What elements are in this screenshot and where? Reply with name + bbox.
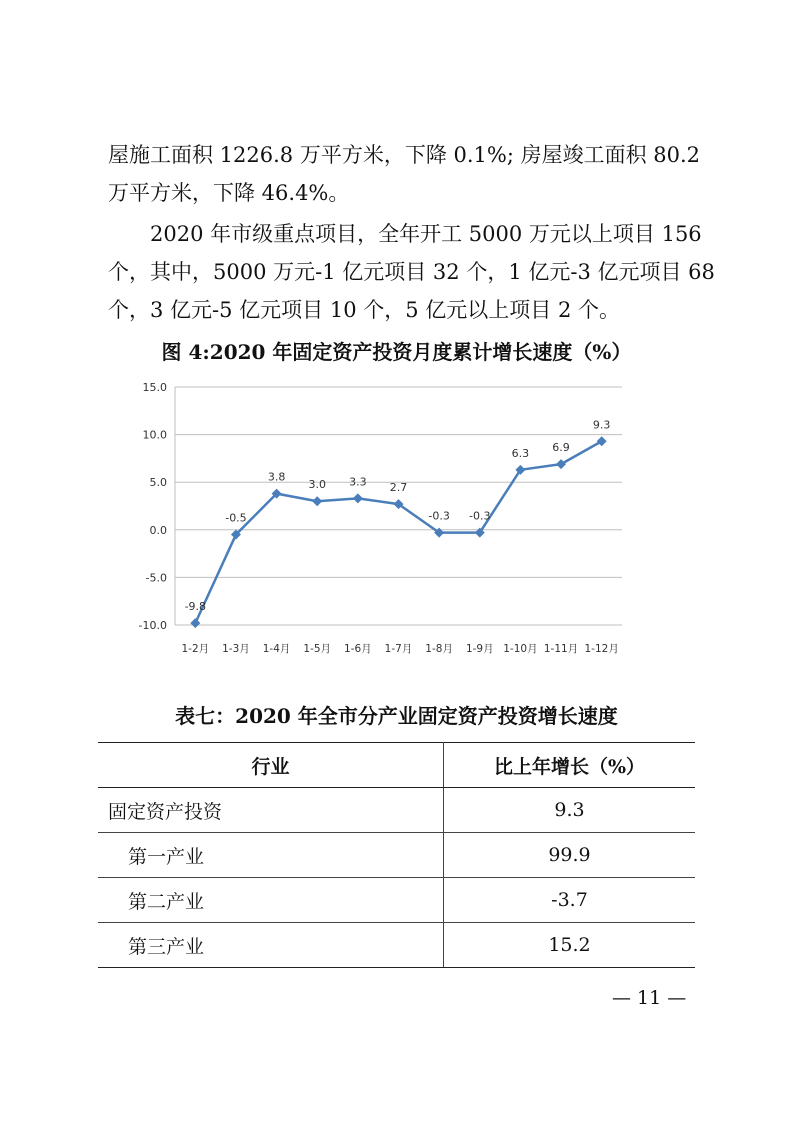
x-tick-label: 1-12月 bbox=[584, 643, 619, 655]
paragraph-line: 个，3 亿元-5 亿元项目 10 个，5 亿元以上项目 2 个。 bbox=[108, 298, 620, 322]
table-row bbox=[98, 923, 695, 968]
y-axis-ticks bbox=[139, 381, 167, 632]
row-name: 第二产业 bbox=[98, 878, 444, 923]
series-line bbox=[195, 441, 601, 623]
y-tick-label: -5.0 bbox=[145, 571, 167, 585]
row-value: 15.2 bbox=[444, 923, 696, 968]
row-name: 第一产业 bbox=[98, 833, 444, 878]
industry-growth-table bbox=[98, 742, 695, 968]
table-row bbox=[98, 878, 695, 923]
data-label: 9.3 bbox=[592, 418, 611, 432]
table-row bbox=[98, 788, 695, 833]
data-label: 3.8 bbox=[267, 470, 286, 484]
y-tick-label: 10.0 bbox=[142, 428, 167, 442]
row-value: -3.7 bbox=[444, 878, 696, 923]
paragraph-line: 万平方米，下降 46.4%。 bbox=[108, 181, 350, 205]
x-tick-label: 1-4月 bbox=[262, 643, 291, 655]
paragraph-line: 个，其中，5000 万元-1 亿元项目 32 个，1 亿元-3 亿元项目 68 bbox=[108, 260, 715, 284]
data-label: -0.5 bbox=[225, 511, 247, 525]
table-header-row bbox=[98, 743, 695, 788]
data-point-marker bbox=[353, 493, 363, 503]
x-tick-label: 1-3月 bbox=[222, 643, 250, 655]
y-tick-label: -10.0 bbox=[138, 619, 167, 632]
data-labels bbox=[185, 418, 611, 613]
header-industry: 行业 bbox=[98, 743, 444, 788]
header-growth: 比上年增长（%） bbox=[444, 743, 696, 788]
data-label: 6.9 bbox=[552, 441, 570, 455]
y-tick-label: 15.0 bbox=[142, 381, 167, 394]
y-tick-label: 5.0 bbox=[149, 476, 167, 490]
row-value: 9.3 bbox=[444, 788, 696, 833]
row-name: 固定资产投资 bbox=[98, 788, 444, 833]
data-label: 2.7 bbox=[389, 481, 408, 495]
table-row bbox=[98, 833, 695, 878]
paragraph-line: 2020 年市级重点项目，全年开工 5000 万元以上项目 156 bbox=[150, 222, 702, 246]
data-point-marker bbox=[597, 436, 607, 446]
x-tick-label: 1-10月 bbox=[503, 643, 538, 655]
x-axis-ticks bbox=[181, 643, 618, 655]
y-tick-label: 0.0 bbox=[149, 523, 167, 537]
data-label: -9.8 bbox=[184, 600, 207, 614]
x-tick-label: 1-8月 bbox=[425, 643, 453, 655]
data-label: -0.3 bbox=[428, 509, 450, 523]
x-tick-label: 1-2月 bbox=[181, 643, 210, 655]
data-label: 3.0 bbox=[308, 478, 326, 492]
figure-title: 图 4:2020 年固定资产投资月度累计增长速度（%） bbox=[161, 340, 632, 364]
page-number: — 11 — bbox=[612, 987, 687, 1009]
line-chart bbox=[120, 372, 640, 662]
row-name: 第三产业 bbox=[98, 923, 444, 968]
table-title: 表七：2020 年全市分产业固定资产投资增长速度 bbox=[175, 704, 618, 728]
row-value: 99.9 bbox=[444, 833, 696, 878]
data-point-marker bbox=[190, 618, 200, 628]
paragraph-construction-area bbox=[108, 136, 701, 212]
chart-series bbox=[190, 436, 606, 628]
data-point-marker bbox=[556, 459, 566, 469]
data-point-marker bbox=[312, 496, 322, 506]
x-tick-label: 1-9月 bbox=[465, 643, 494, 655]
paragraph-key-projects bbox=[108, 215, 715, 329]
x-tick-label: 1-5月 bbox=[303, 643, 332, 655]
x-tick-label: 1-6月 bbox=[344, 643, 372, 655]
paragraph-line: 屋施工面积 1226.8 万平方米，下降 0.1%; 房屋竣工面积 80.2 bbox=[108, 143, 701, 167]
x-tick-label: 1-7月 bbox=[384, 643, 413, 655]
data-label: 3.3 bbox=[349, 475, 367, 489]
x-tick-label: 1-11月 bbox=[543, 643, 579, 655]
data-label: -0.3 bbox=[469, 509, 491, 523]
data-label: 6.3 bbox=[511, 446, 530, 460]
